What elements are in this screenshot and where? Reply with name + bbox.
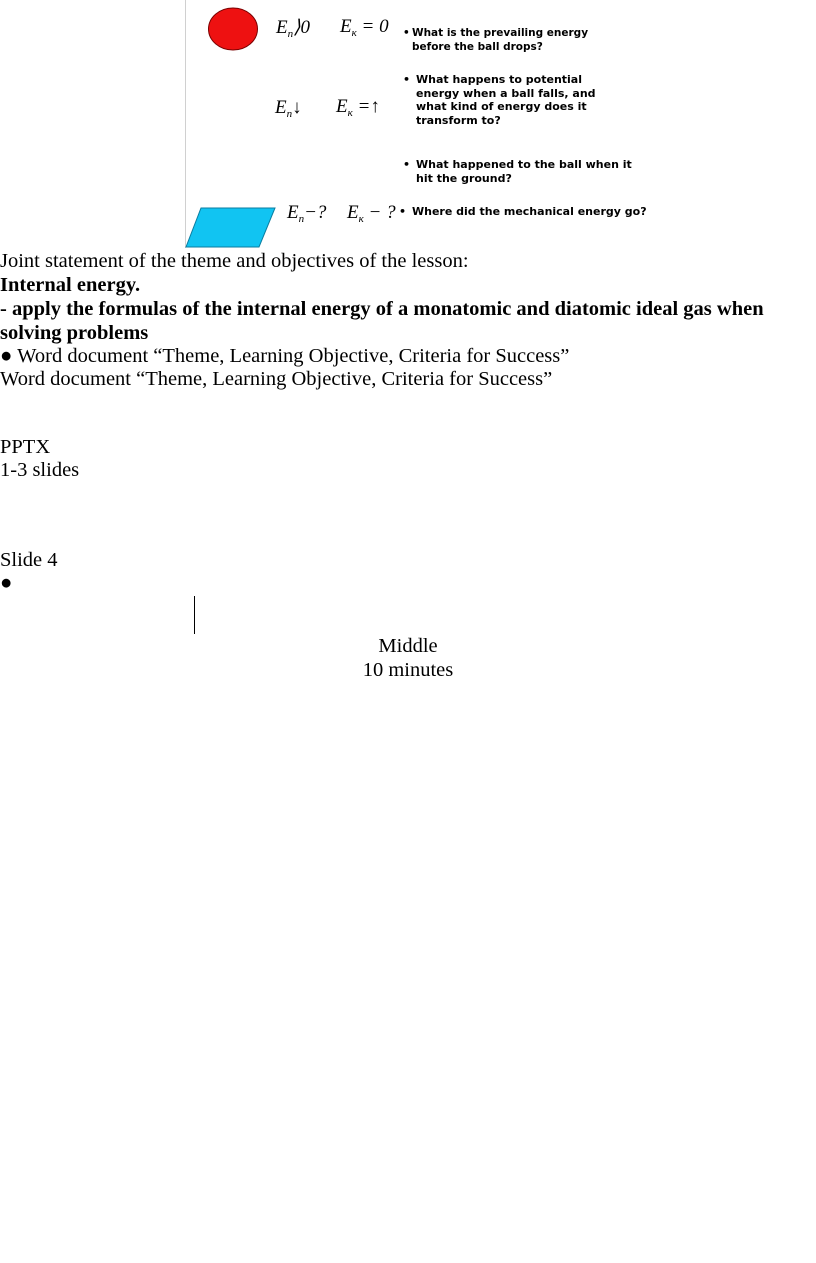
word-document-bullet-item bbox=[0, 345, 569, 369]
joint-statement-text: Joint statement of the theme and objectives of the lesson: bbox=[0, 250, 469, 272]
ground-polygon bbox=[186, 208, 275, 247]
bullet-icon: ● bbox=[0, 345, 13, 367]
question-1: • What is the prevailing energy before the ball drops? bbox=[403, 27, 589, 53]
word-document-link-text: Word document “Theme, Learning Objective, Criteria for Success” bbox=[17, 345, 570, 367]
bullet-icon: • bbox=[403, 158, 411, 171]
pptx-label: PPTX bbox=[0, 436, 51, 458]
objective-line-2: solving problems bbox=[0, 322, 149, 344]
bullet-icon: ● bbox=[0, 572, 13, 594]
text-cursor-line bbox=[194, 596, 195, 634]
bullet-icon: • bbox=[399, 205, 407, 218]
formula-ek-unknown: $E_к$ − ? bbox=[347, 202, 396, 225]
ground-parallelogram-shape bbox=[185, 206, 277, 249]
formula-ek-increase: $E_к$ =↑ bbox=[336, 96, 380, 119]
red-ball-shape bbox=[207, 7, 261, 53]
empty-bullet-item bbox=[0, 572, 12, 596]
stage-label: Middle bbox=[378, 635, 438, 657]
word-document-text: Word document “Theme, Learning Objective, Criteria for Success” bbox=[0, 368, 553, 390]
formula-ep-decrease: $E_п↓$ bbox=[275, 97, 302, 120]
formula-ep-unknown: $E_п-$? bbox=[287, 202, 327, 225]
question-4: • Where did the mechanical energy go? bbox=[399, 205, 647, 218]
theme-title: Internal energy. bbox=[0, 274, 141, 296]
slide-4-label: Slide 4 bbox=[0, 549, 58, 571]
formula-ep-positive: $E_п⟩0$ bbox=[276, 17, 311, 40]
ball-ellipse bbox=[209, 8, 258, 50]
formula-ek-zero: $E_к = 0$ bbox=[340, 16, 389, 39]
bullet-icon: • bbox=[403, 73, 411, 86]
question-3: • What happened to the ball when it hit the ground? bbox=[403, 158, 632, 185]
question-2: • What happens to potential energy when a ball falls, and what kind of energy does it transform to? bbox=[403, 73, 596, 127]
duration-text: 10 minutes bbox=[362, 659, 454, 681]
slides-range-text: 1-3 slides bbox=[0, 459, 80, 481]
objective-line-1: - apply the formulas of the internal energy of a monatomic and diatomic ideal gas when bbox=[0, 298, 764, 320]
bullet-icon: • bbox=[403, 27, 410, 39]
